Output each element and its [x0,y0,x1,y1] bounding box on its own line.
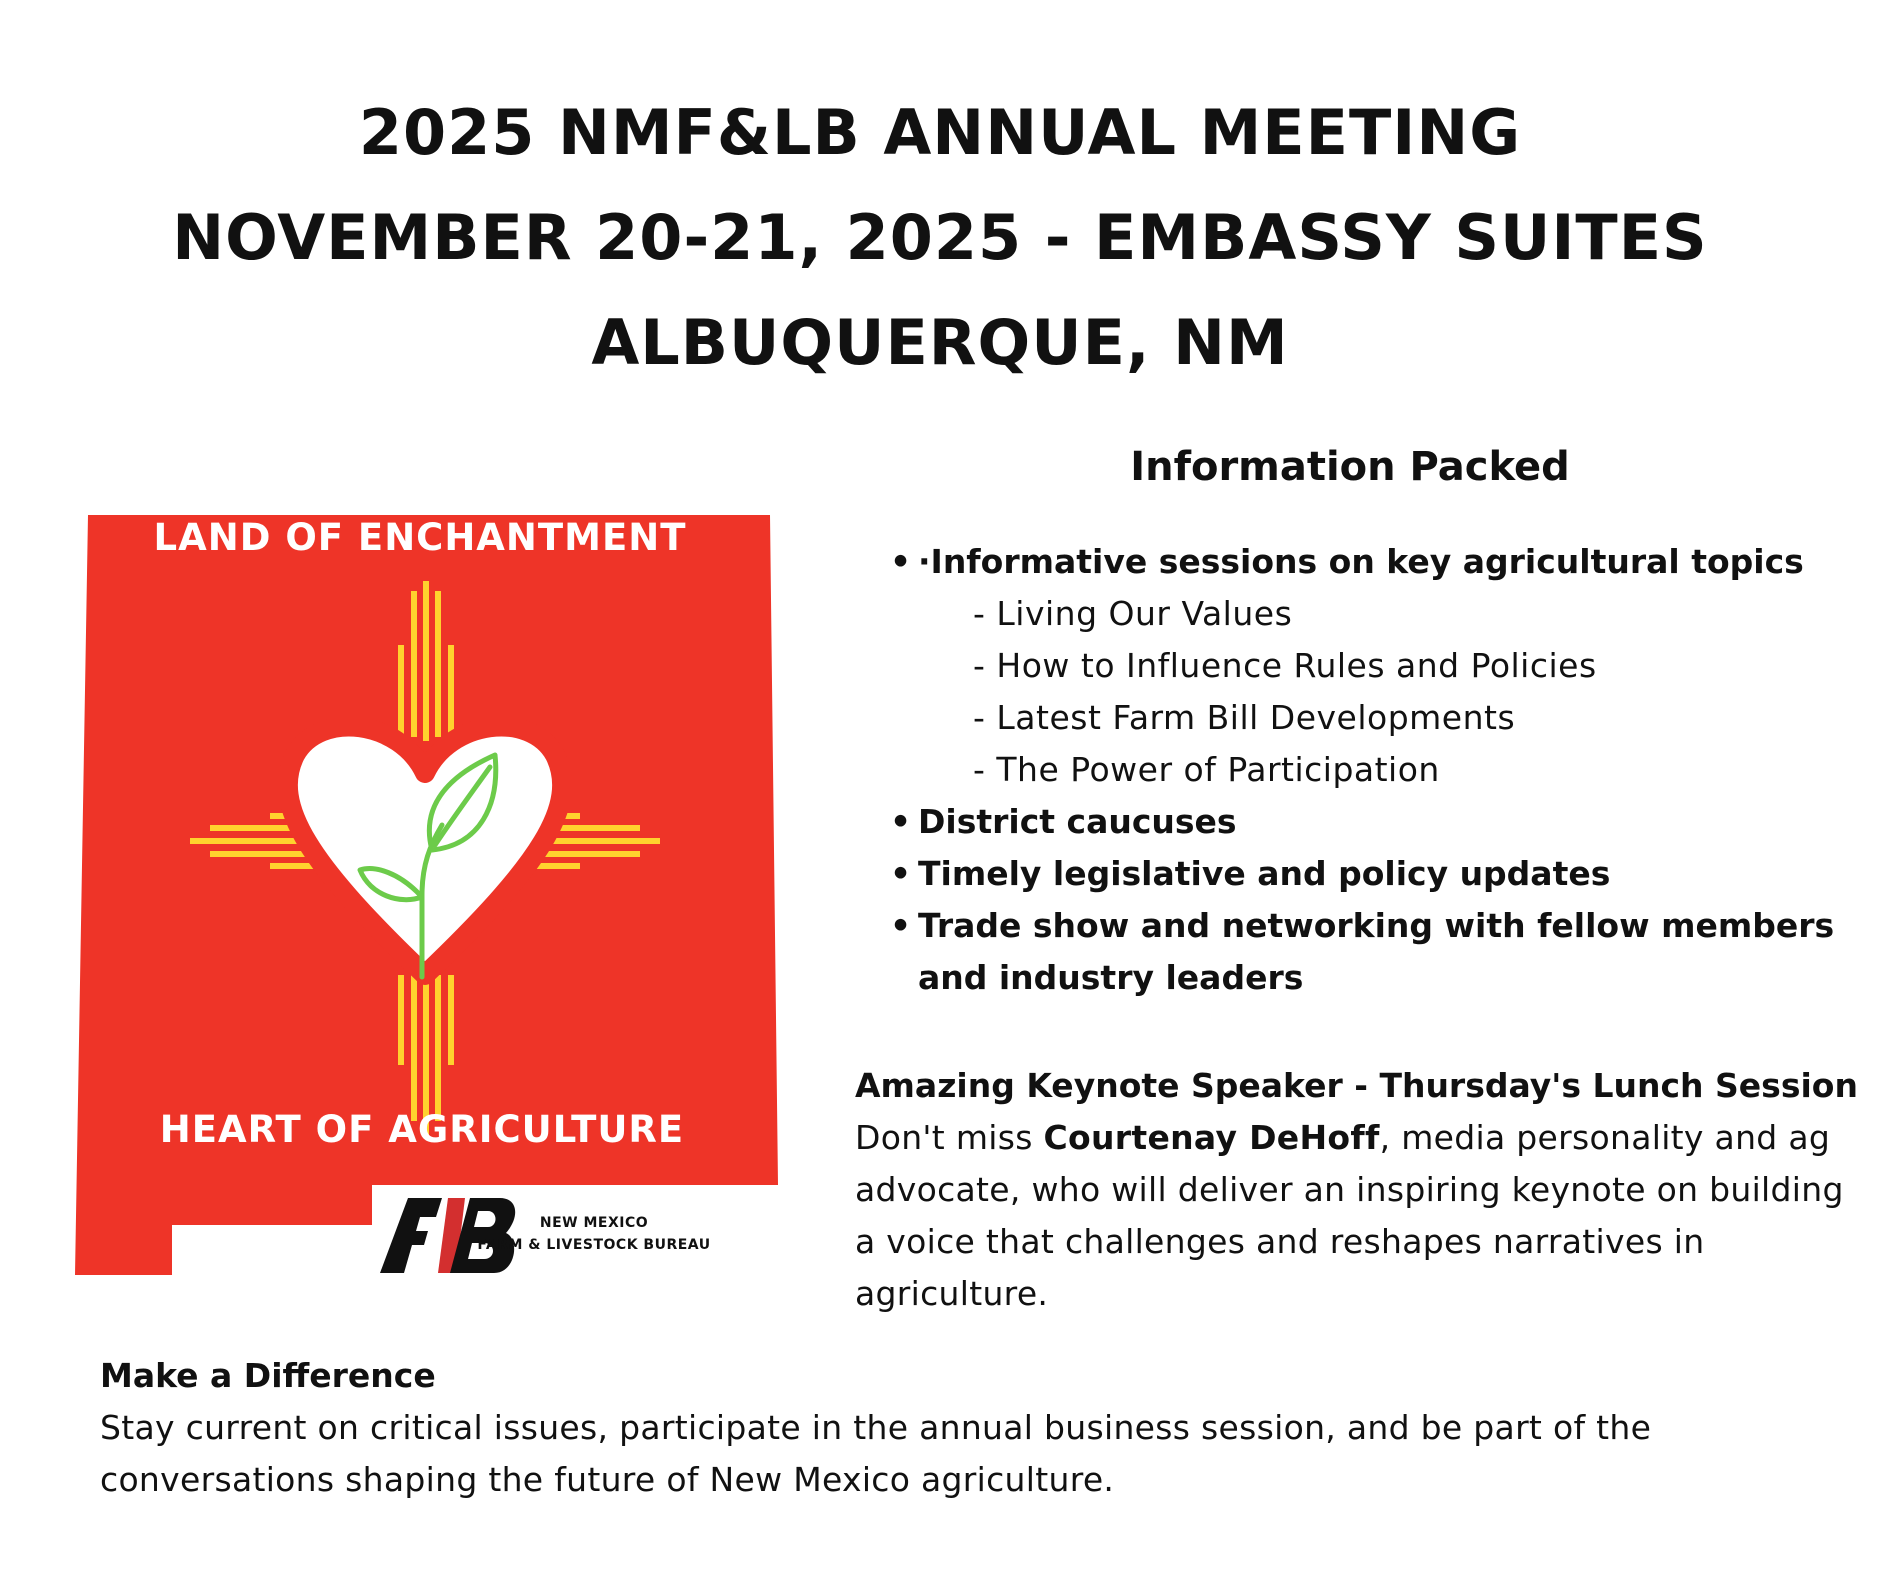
difference-body: Stay current on critical issues, participate in the annual business session, and be part of the conversations shaping the future of New Mexico agriculture. [100,1408,1652,1499]
list-item-sessions [890,536,1848,588]
logo-top-text: LAND OF ENCHANTMENT [153,516,687,559]
farm-bureau-fb-logo-icon [380,1198,515,1273]
bullet-icon: • [890,854,912,893]
headline-title: 2025 NMF&LB ANNUAL MEETING [358,96,1522,169]
page-headline [0,80,1880,395]
bullet-icon: • [890,802,912,841]
headline-date-venue: NOVEMBER 20-21, 2025 - EMBASSY SUITES [172,201,1708,274]
keynote-speaker-name: Courtenay DeHoff [1043,1118,1380,1157]
sub-item: - Latest Farm Bill Developments [973,698,1516,737]
sub-item: - How to Influence Rules and Policies [973,646,1597,685]
list-item-label: Timely legislative and policy updates [918,854,1611,893]
bullet-icon: • [890,542,912,581]
nm-heart-of-agriculture-logo [70,505,800,1285]
list-item-label: ·Informative sessions on key agricultural topics [918,542,1804,581]
keynote-heading: Amazing Keynote Speaker - Thursday's Lunch Session [855,1066,1858,1105]
list-item-caucuses [890,796,1848,848]
keynote-body-suffix: , media personality and ag advocate, who will deliver an inspiring keynote on building a voice that challenges and reshapes narratives in agriculture. [855,1118,1844,1313]
logo-bottom-text: HEART OF AGRICULTURE [159,1108,685,1151]
list-item-label: District caucuses [918,802,1237,841]
info-section-title: Information Packed [1130,444,1570,490]
list-item-label: Trade show and networking with fellow members and industry leaders [918,906,1835,997]
sub-item: - Living Our Values [973,594,1293,633]
sub-item: - The Power of Participation [973,750,1440,789]
info-bullet-list [890,536,1848,1004]
list-item-trade-show [890,900,1848,1004]
logo-org-name-line2: FARM & LIVESTOCK BUREAU [477,1237,711,1253]
headline-location: ALBUQUERQUE, NM [591,306,1289,379]
difference-heading: Make a Difference [100,1356,436,1395]
logo-org-name-line1: NEW MEXICO [539,1215,649,1231]
make-a-difference-section [100,1350,1800,1506]
list-item-updates [890,848,1848,900]
keynote-body-prefix: Don't miss [855,1118,1044,1157]
keynote-body [855,1112,1845,1320]
keynote-section [855,1060,1858,1320]
bullet-icon: • [890,906,912,945]
